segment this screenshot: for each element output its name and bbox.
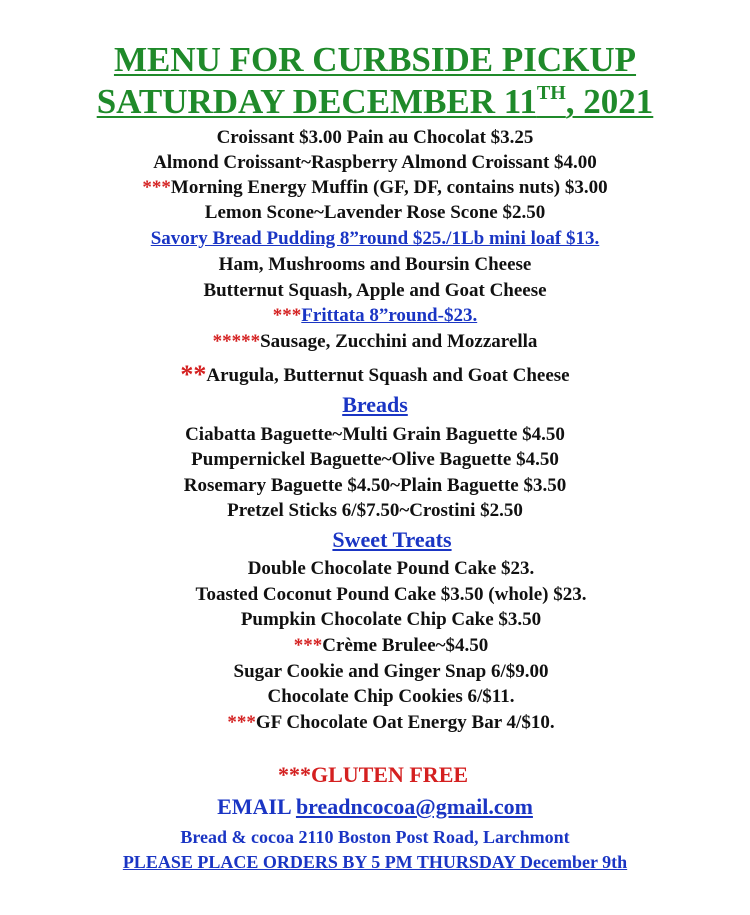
list-item	[0, 424, 750, 446]
item-frittata-2	[0, 360, 750, 390]
list-item	[16, 584, 750, 606]
title-text-1: MENU FOR CURBSIDE PICKUP	[113, 40, 637, 79]
gluten-free-marker: **	[180, 360, 207, 389]
title-year: , 2021	[565, 82, 654, 121]
list-item	[16, 686, 750, 708]
email-link[interactable]: breadncocoa@gmail.com	[295, 794, 533, 819]
item-pudding-2-text: Butternut Squash, Apple and Goat Cheese	[203, 280, 547, 301]
bread-item-text: Pumpernickel Baguette~Olive Baguette $4.50	[191, 449, 559, 470]
address-text: Bread & cocoa 2110 Boston Post Road, Larchmont	[180, 827, 570, 847]
list-item	[16, 558, 750, 580]
bread-item-text: Pretzel Sticks 6/$7.50~Crostini $2.50	[227, 500, 523, 521]
item-almond	[0, 152, 750, 174]
sweets-heading-text[interactable]: Sweet Treats	[332, 527, 452, 552]
gluten-free-legend-text: ***GLUTEN FREE	[277, 762, 469, 787]
gluten-free-marker: ***	[293, 635, 323, 656]
gluten-free-marker: ***	[227, 712, 256, 733]
sweets-heading[interactable]	[17, 527, 750, 553]
item-scones	[0, 202, 750, 224]
title-line-1	[0, 40, 750, 80]
sweet-item-text: Chocolate Chip Cookies 6/$11.	[267, 686, 515, 707]
item-pudding-1	[0, 254, 750, 276]
item-croissants	[0, 127, 750, 149]
order-deadline-link[interactable]: PLEASE PLACE ORDERS BY 5 PM THURSDAY December 9th	[122, 852, 628, 872]
sweet-item-text: Toasted Coconut Pound Cake $3.50 (whole) $23.	[195, 584, 587, 605]
title-line-2	[0, 82, 750, 122]
list-item	[0, 449, 750, 471]
list-item	[0, 475, 750, 497]
sweet-item-text: Sugar Cookie and Ginger Snap 6/$9.00	[233, 661, 549, 682]
email-line[interactable]	[0, 794, 750, 820]
item-scones-text: Lemon Scone~Lavender Rose Scone $2.50	[204, 202, 546, 223]
item-muffin	[0, 177, 750, 199]
item-pudding-1-text: Ham, Mushrooms and Boursin Cheese	[218, 254, 532, 275]
breads-heading-text[interactable]: Breads	[342, 392, 408, 417]
title-date-suffix: TH	[536, 82, 566, 104]
sweet-item-text: Crème Brulee~$4.50	[322, 635, 489, 656]
breads-heading[interactable]	[0, 392, 750, 418]
item-muffin-text: Morning Energy Muffin (GF, DF, contains nuts) $3.00	[170, 177, 608, 198]
address	[0, 827, 750, 848]
item-frittata-1	[0, 331, 750, 353]
gluten-free-marker: ***	[272, 305, 302, 326]
gluten-free-marker: ***	[142, 177, 171, 198]
sweet-item-text: GF Chocolate Oat Energy Bar 4/$10.	[255, 712, 555, 733]
sweet-item-text: Pumpkin Chocolate Chip Cake $3.50	[240, 609, 542, 630]
list-item	[16, 712, 750, 734]
bread-item-text: Rosemary Baguette $4.50~Plain Baguette $3.50	[183, 475, 567, 496]
frittata-link[interactable]: Frittata 8”round-$23.	[301, 305, 478, 326]
item-bread-pudding[interactable]	[0, 228, 750, 250]
item-pudding-2	[0, 280, 750, 302]
sweet-item-text: Double Chocolate Pound Cake $23.	[247, 558, 535, 579]
list-item	[16, 661, 750, 683]
gluten-free-marker: *****	[212, 331, 261, 352]
email-label: EMAIL	[217, 794, 296, 819]
bread-pudding-link[interactable]: Savory Bread Pudding 8”round $25./1Lb mini loaf $13.	[150, 228, 600, 249]
item-almond-text: Almond Croissant~Raspberry Almond Croissant $4.00	[153, 152, 597, 173]
list-item	[16, 609, 750, 631]
item-croissants-text: Croissant $3.00 Pain au Chocolat $3.25	[216, 127, 534, 148]
order-deadline[interactable]	[0, 852, 750, 873]
item-frittata-1-text: Sausage, Zucchini and Mozzarella	[260, 331, 538, 352]
list-item	[0, 500, 750, 522]
gluten-free-legend	[0, 762, 748, 788]
list-item	[16, 635, 750, 657]
item-frittata-2-text: Arugula, Butternut Squash and Goat Cheese	[206, 365, 570, 386]
title-date: SATURDAY DECEMBER 11	[96, 82, 537, 121]
bread-item-text: Ciabatta Baguette~Multi Grain Baguette $4.50	[185, 424, 565, 445]
item-frittata[interactable]	[0, 305, 750, 327]
